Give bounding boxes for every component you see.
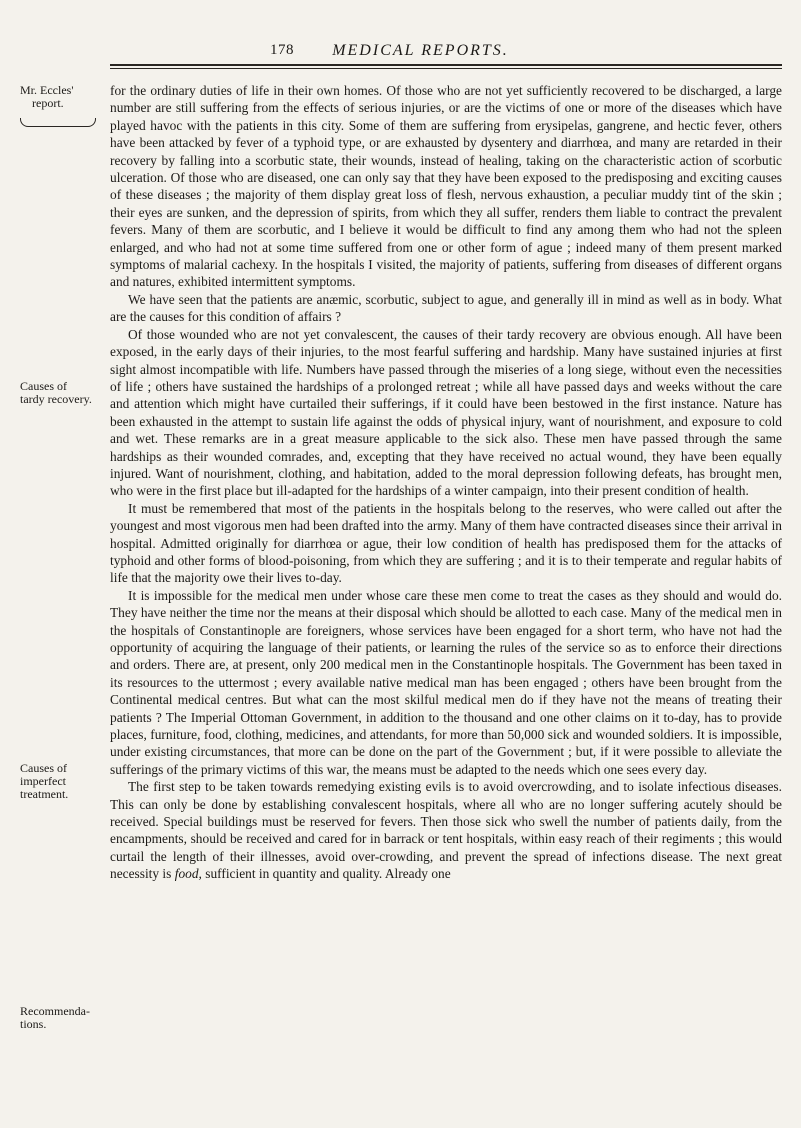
margin-note-imperfect-treatment bbox=[20, 762, 104, 801]
margin-note-line: Recommenda- bbox=[20, 1004, 90, 1018]
margin-note-line: report. bbox=[32, 96, 64, 110]
header-rule-thin bbox=[110, 68, 782, 69]
running-title-text: MEDICAL REPORTS. bbox=[332, 42, 509, 59]
paragraph-last-tail: sufficient in quantity and quality. Already one bbox=[201, 866, 451, 882]
paragraph: We have seen that the patients are anæmic, scorbutic, subject to ague, and generally ill in mind as well as in body. What are the causes for this condition of affairs ? bbox=[110, 291, 782, 325]
paragraph-last-text: The first step to be taken towards remedying existing evils is to avoid overcrowding, and to isolate infectious diseases. This can only be done by establishing convalescent hospitals, where all who are no longer suffering acutely should be received. Special buildings must be reserved for fevers. Then those sick who swell the number of patients daily, from the encampments, should be received and cared for in barrack or tent hospitals, within easy reach of their regiments ; this would curtail the length of their illnesses, avoid over-crowding, and prevent the spread of infections disease. The next great necessity is bbox=[110, 779, 782, 882]
margin-note-recommendations bbox=[20, 1005, 104, 1031]
margin-note-line: Causes of bbox=[20, 379, 67, 393]
paragraph: Of those wounded who are not yet convalescent, the causes of their tardy recovery are obvious enough. All have been exposed, in the early days of their injuries, to the most fearful suffering and hardship. Many have sustained injuries at first sight almost incompatible with life. Numbers have passed through the miseries of a long siege, without even the necessities of life ; others have sustained the hardships of a prolonged retreat ; while all have passed days and weeks without the care and attention which might have curtailed their sufferings, if it could have been bestowed in the first instance. Nature has been exhausted in the attempt to sustain life against the odds of physical injury, want of nourishment, and exposure to cold and wet. These remarks are in a great measure applicable to the sick also. These men have passed through the same hardships as their wounded comrades, and, excepting that they have received no actual wound, they have been equally injured. Want of nourishment, clothing, and habitation, added to the moral depression following defeats, has brought men, who were in the first place but ill-adapted for the hardships of a winter campaign, into their present condition of health. bbox=[110, 326, 782, 499]
italic-word: food, bbox=[174, 866, 202, 882]
margin-brace bbox=[20, 118, 96, 127]
margin-note-line: tions. bbox=[20, 1017, 47, 1031]
margin-note-line: Mr. Eccles' bbox=[20, 83, 74, 97]
margin-note-tardy-recovery bbox=[20, 380, 104, 406]
page-number: 178 bbox=[270, 42, 294, 58]
paragraph: It must be remembered that most of the patients in the hospitals belong to the reserves, who were called out after the youngest and most vigorous men had been drafted into the army. Many of them have contracted diseases since their arrival in hospital. Admitted originally for diarrhœa or ague, their low condition of health has predisposed them for the attacks of typhoid and other forms of blood-poisoning, from which they are suffering ; and it is to their temperate and regular habits of life that the majority owe their lives to-day. bbox=[110, 500, 782, 586]
running-title bbox=[0, 42, 801, 60]
paragraph: It is impossible for the medical men under whose care these men come to treat the cases as they should and would do. They have neither the time nor the means at their disposal which should be allotted to each case. Many of the medical men in the hospitals of Constantinople are foreigners, whose services have been engaged for a short term, who have not had the opportunity of acquiring the language of their patients, or learning the rules of the service so as to enforce their directions and orders. There are, at present, only 200 medical men in the Constantinople hospitals. The Government has been taxed in its resources to the uttermost ; every available native medical man has been engaged ; others have been brought from the Continental medical centres. But what can the most skilful medical men do if they have not the means of treating their patients ? The Imperial Ottoman Government, in addition to the thousand and one other claims on it to-day, has to provide places, furniture, food, clothing, medicines, and attendants, for more than 50,000 sick and wounded soldiers. It is impossible, under existing circumstances, that more can be done on the part of the Government ; but, if it were possible to alleviate the sufferings of the primary victims of this war, the means must be adapted to the needs which one sees every day. bbox=[110, 587, 782, 777]
margin-note-line: treatment. bbox=[20, 787, 69, 801]
paragraph: for the ordinary duties of life in their own homes. Of those who are not yet sufficiently recovered to be discharged, a large number are still suffering from the effects of serious injuries, or are the victims of one or more of the diseases which have played havoc with the patients in this city. Some of them are suffering from erysipelas, gangrene, and hectic fever, others have been attacked by fever of a typhoid type, or are exhausted by dysentery and diarrhœa, and many are retarded in their recovery by falling into a scorbutic state, their wounds, instead of healing, taking on the characteristic action of scorbutic ulceration. Of those who are diseased, one can only say that they have been exposed to the predisposing and exciting causes of these diseases ; the majority of them display great loss of flesh, nervous exhaustion, a peculiar muddy tint of the skin ; their eyes are sunken, and the depression of spirits, from which they all suffer, renders them liable to contract the prevalent fevers. Many of them are scorbutic, and I believe it would be difficult to find any among them who had not the spleen enlarged, and who had not at some time suffered from one or other form of ague ; indeed many of them present marked symptoms of malarial cachexy. In the hospitals I visited, the majority of patients, suffering from diseases of different organs and natures, exhibited intermittent symptoms. bbox=[110, 83, 782, 290]
body-text bbox=[110, 82, 782, 883]
paragraph-last bbox=[110, 778, 782, 882]
margin-note-line: Causes of bbox=[20, 761, 67, 775]
margin-note-line: imperfect bbox=[20, 774, 66, 788]
margin-note-eccles-report bbox=[20, 84, 104, 110]
header-rule bbox=[110, 64, 782, 66]
margin-note-line: tardy recovery. bbox=[20, 392, 92, 406]
